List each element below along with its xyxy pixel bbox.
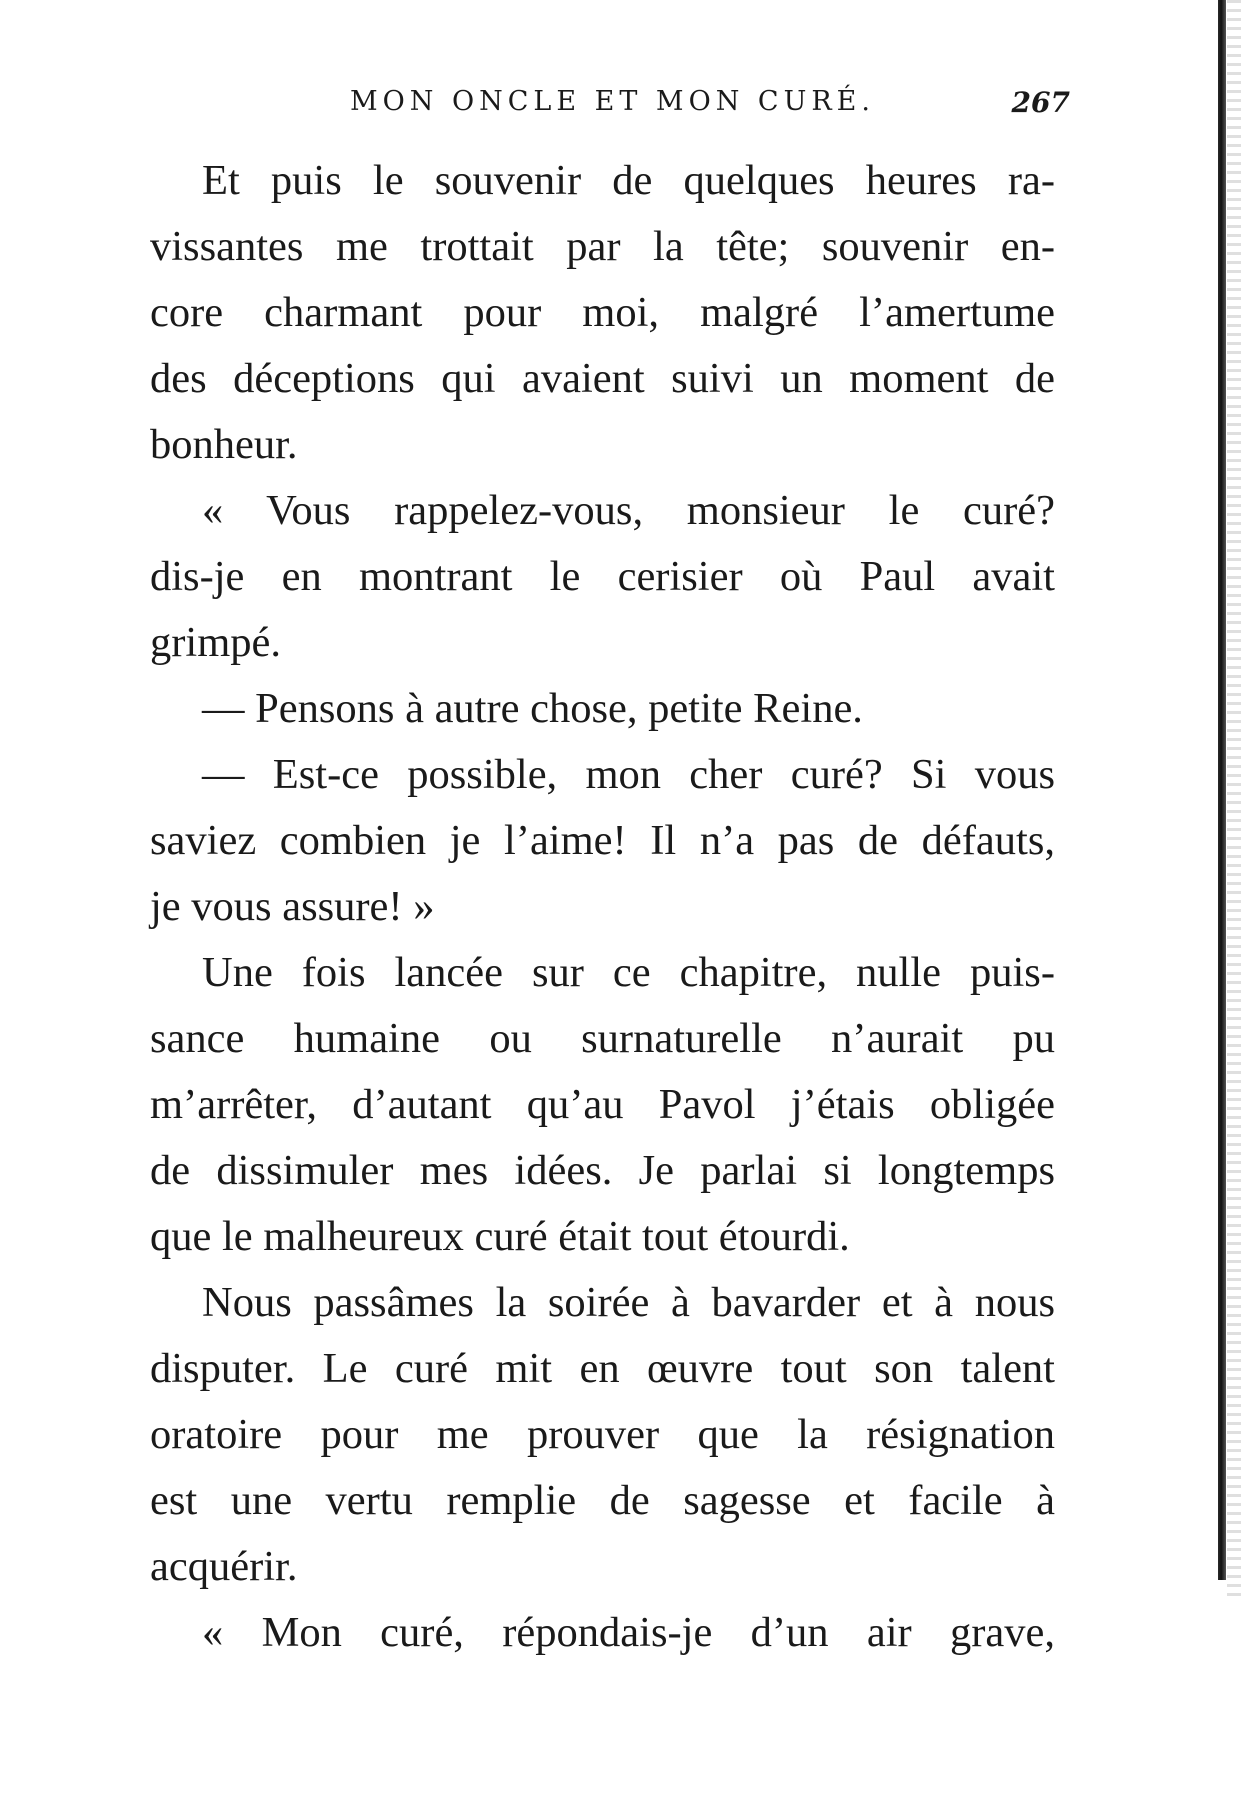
text-line: disputer. Le curé mit en œuvre tout son talent bbox=[150, 1345, 1055, 1392]
text-line: core charmant pour moi, malgré l’amertume bbox=[150, 289, 1055, 336]
running-title: MON ONCLE ET MON CURÉ. bbox=[350, 86, 875, 117]
text-line: sance humaine ou surnaturelle n’aurait pu bbox=[150, 1015, 1055, 1062]
text-line: saviez combien je l’aime! Il n’a pas de défauts, bbox=[150, 817, 1055, 864]
text-line: « Vous rappelez-vous, monsieur le curé? bbox=[202, 487, 1055, 534]
text-line: m’arrêter, d’autant qu’au Pavol j’étais obligée bbox=[150, 1081, 1055, 1128]
text-line: oratoire pour me prouver que la résignation bbox=[150, 1411, 1055, 1458]
text-line: des déceptions qui avaient suivi un moment de bbox=[150, 355, 1055, 402]
text-line: est une vertu remplie de sagesse et facile à bbox=[150, 1477, 1055, 1524]
text-line: de dissimuler mes idées. Je parlai si longtemps bbox=[150, 1147, 1055, 1194]
page-edge-shadow bbox=[1218, 0, 1226, 1580]
text-line: vissantes me trottait par la tête; souvenir en- bbox=[150, 223, 1055, 270]
text-line: grimpé. bbox=[150, 619, 282, 666]
running-head bbox=[150, 86, 1070, 126]
page-number: 267 bbox=[1011, 86, 1070, 119]
page-edge-texture bbox=[1227, 0, 1241, 1600]
text-line: Et puis le souvenir de quelques heures ra- bbox=[202, 157, 1055, 204]
text-line: Une fois lancée sur ce chapitre, nulle puis- bbox=[202, 949, 1055, 996]
text-line: acquérir. bbox=[150, 1543, 298, 1590]
text-line: je vous assure! » bbox=[150, 883, 435, 930]
text-line: — Est-ce possible, mon cher curé? Si vous bbox=[202, 751, 1055, 798]
text-line: que le malheureux curé était tout étourdi. bbox=[150, 1213, 850, 1260]
text-line: Nous passâmes la soirée à bavarder et à nous bbox=[202, 1279, 1055, 1326]
body-text bbox=[150, 148, 1055, 1666]
text-line: dis-je en montrant le cerisier où Paul avait bbox=[150, 553, 1055, 600]
text-line: — Pensons à autre chose, petite Reine. bbox=[202, 685, 863, 732]
text-line: « Mon curé, répondais-je d’un air grave, bbox=[202, 1609, 1055, 1656]
text-line: bonheur. bbox=[150, 421, 298, 468]
